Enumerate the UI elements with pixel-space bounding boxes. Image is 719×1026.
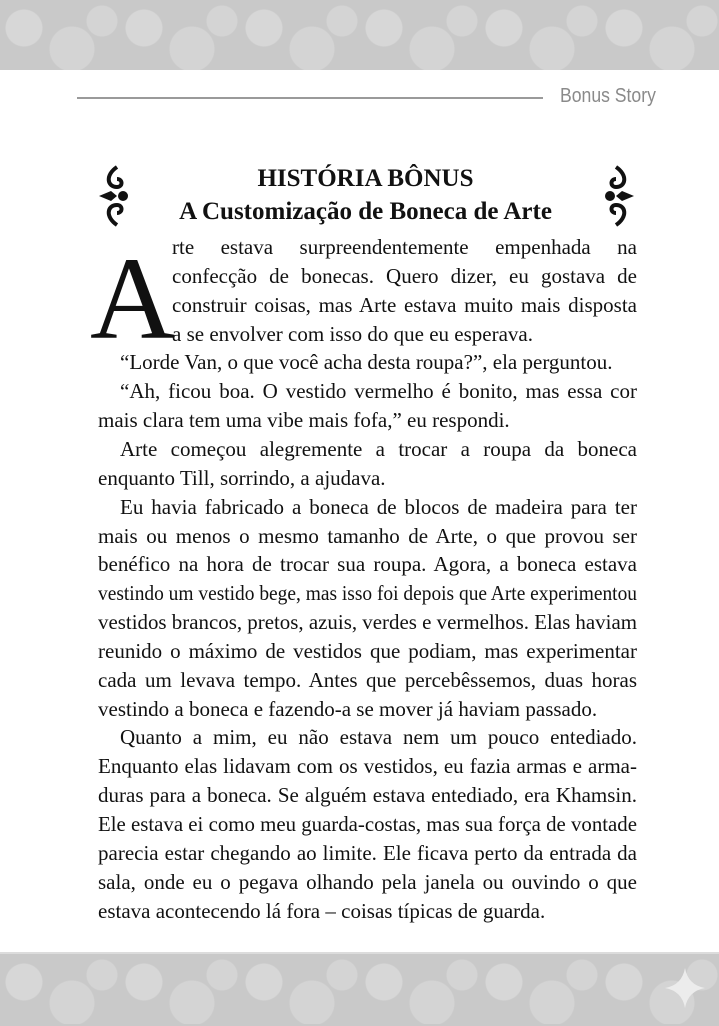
text-line-content: Quanto a mim, eu não estava nem um pouco entediado. [120, 725, 637, 750]
text-line [98, 695, 597, 723]
text-line [98, 579, 681, 607]
text-line-content: confecção de bonecas. Quero dizer, eu gostava de [172, 263, 637, 288]
header-rule [77, 97, 543, 99]
text-line [98, 666, 637, 694]
text-line [120, 723, 637, 751]
text-line [98, 406, 510, 434]
text-line [98, 550, 637, 578]
text-line-content: duras para a boneca. Se alguém estava entediado, era Khamsin. [98, 783, 637, 808]
text-line [98, 781, 637, 809]
text-line [120, 493, 637, 521]
text-line [98, 810, 641, 838]
text-line-content: vestidos brancos, pretos, azuis, verdes e vermelhos. Elas haviam [98, 610, 637, 635]
four-point-star-icon [665, 968, 705, 1008]
running-title: Bonus Story [560, 85, 656, 107]
text-line-content: vestindo um vestido bege, mas isso foi depois que Arte experimentou [98, 581, 637, 606]
text-line [98, 522, 637, 550]
text-line-content: mais ou menos o mesmo tamanho de Arte, o que provou ser [98, 523, 637, 548]
text-line [172, 262, 637, 290]
text-line [98, 839, 637, 867]
text-line-content: benéfico na hora de trocar sua roupa. Agora, a boneca estava [98, 552, 637, 577]
drop-cap: A [90, 233, 176, 364]
text-line-content: reunido o máximo de vestidos que podiam, mas experimentar [98, 638, 637, 663]
chapter-subtitle: A Customização de Boneca de Arte [179, 198, 552, 225]
text-line-content: sala, onde eu o pegava olhando pela janela ou ouvindo o que [98, 869, 637, 894]
text-line-content: Ele estava ei como meu guarda-costas, mas sua força de vontade [98, 812, 637, 836]
text-line [98, 637, 637, 665]
text-line-content: estava acontecendo lá fora – coisas típicas de guarda. [98, 898, 546, 923]
text-line-content: “Ah, ficou boa. O vestido vermelho é bonito, mas essa cor [120, 379, 637, 404]
text-line-content: cada um levava tempo. Antes que percebêssemos, duas horas [98, 667, 637, 692]
text-line [98, 464, 386, 492]
text-line [98, 868, 637, 896]
bottom-decorative-band [0, 952, 719, 1026]
text-line-content: Eu havia fabricado a boneca de blocos de madeira para ter [120, 494, 637, 519]
text-line-content: mais clara tem uma vibe mais fofa,” eu respondi. [98, 408, 510, 433]
text-line-content: “Lorde Van, o que você acha desta roupa?”, ela perguntou. [120, 350, 613, 375]
text-line [172, 233, 637, 261]
text-line-content: rte estava surpreendentemente empenhada na [172, 235, 637, 259]
text-line-content: parecia estar chegando ao limite. Ele ficava perto da entrada da [98, 840, 637, 865]
text-line [98, 752, 637, 780]
text-line [98, 608, 639, 636]
text-line [120, 348, 613, 376]
text-line-content: enquanto Till, sorrindo, a ajudava. [98, 465, 386, 490]
text-line-content: Enquanto elas lidavam com os vestidos, eu fazia armas e arma- [98, 754, 637, 779]
text-line [120, 377, 637, 405]
text-line [120, 435, 637, 463]
text-line [98, 897, 545, 925]
text-line-content: construir coisas, mas Arte estava muito mais disposta [172, 292, 637, 317]
text-line-content: a se envolver com isso do que eu esperava. [172, 321, 533, 346]
top-decorative-band [0, 0, 719, 70]
text-line-content: Arte começou alegremente a trocar a roupa da boneca [120, 436, 637, 461]
text-line [172, 320, 533, 348]
text-line-content: vestindo a boneca e fazendo-a se mover já haviam passado. [98, 696, 598, 721]
chapter-title: HISTÓRIA BÔNUS [257, 165, 474, 192]
text-line [172, 291, 637, 319]
